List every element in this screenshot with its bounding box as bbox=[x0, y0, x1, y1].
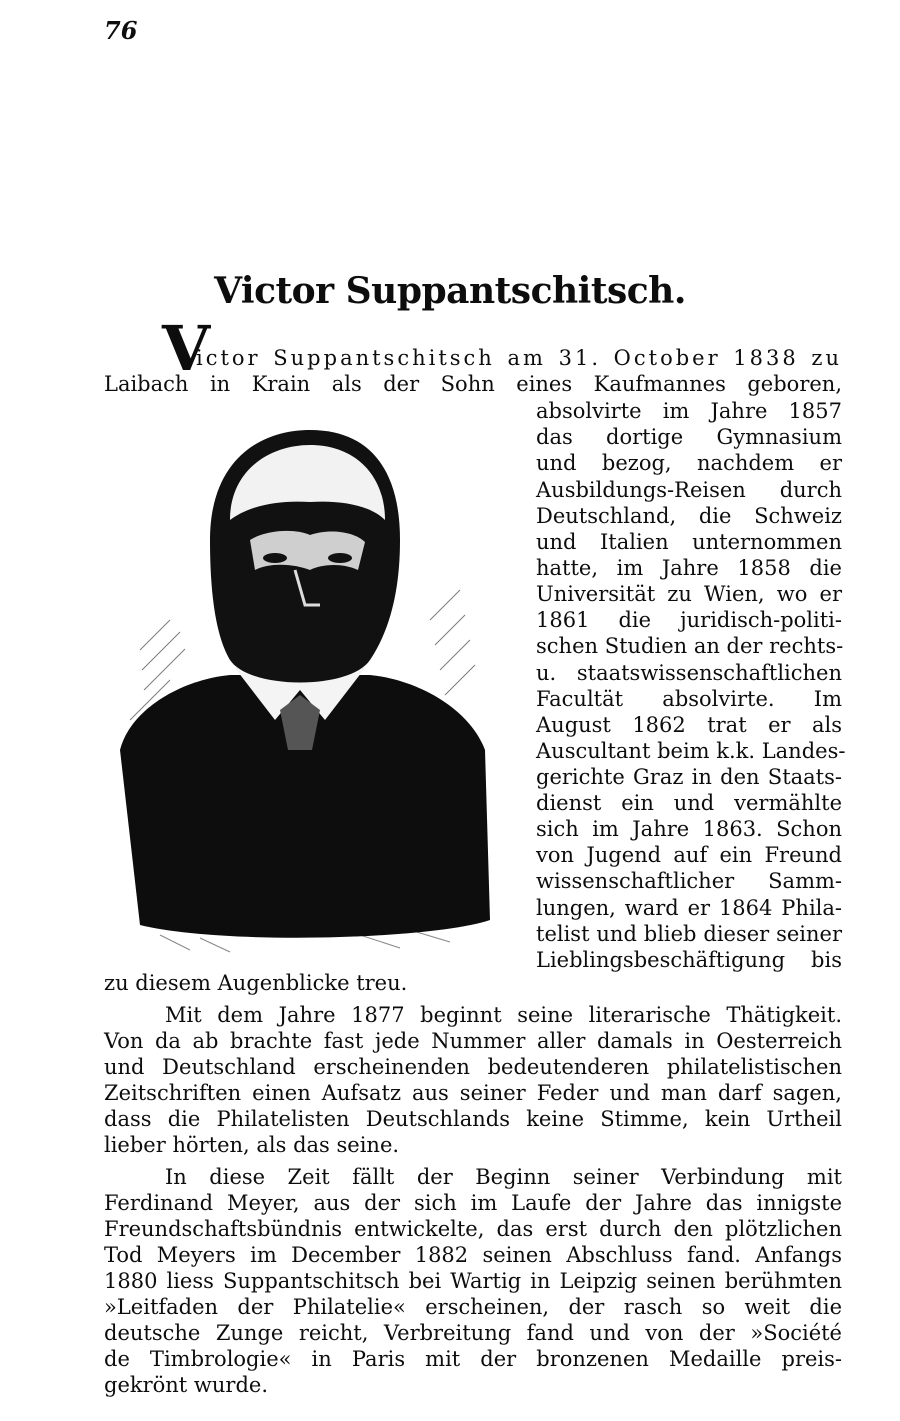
text-line: dienst ein und vermählte bbox=[536, 791, 842, 815]
text-line: Von da ab brachte fast jede Nummer aller damals in Oesterreich bbox=[104, 1029, 842, 1053]
text-line: sich im Jahre 1863. Schon bbox=[536, 817, 842, 841]
page-number: 76 bbox=[104, 16, 138, 45]
text-line: 1880 liess Suppantschitsch bei Wartig in Leipzig seinen berühmten bbox=[104, 1269, 842, 1293]
text-line: Deutschland, die Schweiz bbox=[536, 504, 842, 528]
text-line: telist und blieb dieser seiner bbox=[536, 922, 842, 946]
text-line: Ausbildungs-Reisen durch bbox=[536, 478, 842, 502]
text-line: und bezog, nachdem er bbox=[536, 451, 842, 475]
text-line: gerichte Graz in den Staats- bbox=[536, 765, 842, 789]
text-line: Ferdinand Meyer, aus der sich im Laufe der Jahre das innigste bbox=[104, 1191, 842, 1215]
text-line: absolvirte im Jahre 1857 bbox=[536, 399, 842, 423]
portrait-illustration bbox=[100, 420, 500, 955]
text-line: Zeitschriften einen Aufsatz aus seiner Feder und man darf sagen, bbox=[104, 1081, 842, 1105]
text-line: lungen, ward er 1864 Phila- bbox=[536, 896, 842, 920]
text-line: Universität zu Wien, wo er bbox=[536, 582, 842, 606]
text-line: u. staatswissenschaftlichen bbox=[536, 661, 842, 685]
text-line: lieber hörten, als das seine. bbox=[104, 1133, 400, 1157]
text-line: Lieblingsbeschäftigung bis bbox=[536, 948, 842, 972]
text-line: das dortige Gymnasium bbox=[536, 425, 842, 449]
text-line: Laibach in Krain als der Sohn eines Kaufmannes geboren, bbox=[104, 372, 842, 396]
text-line: von Jugend auf ein Freund bbox=[536, 843, 842, 867]
text-line: 1861 die juridisch-politi- bbox=[536, 608, 842, 632]
text-line: Auscultant beim k.k. Landes- bbox=[536, 739, 846, 763]
text-line: Freundschaftsbündnis entwickelte, das erst durch den plötzlichen bbox=[104, 1217, 842, 1241]
text-line: »Leitfaden der Philatelie« erscheinen, der rasch so weit die bbox=[104, 1295, 842, 1319]
text-line: gekrönt wurde. bbox=[104, 1373, 269, 1397]
text-line: In diese Zeit fällt der Beginn seiner Verbindung mit bbox=[165, 1165, 842, 1189]
text-line: hatte, im Jahre 1858 die bbox=[536, 556, 842, 580]
text-line: dass die Philatelisten Deutschlands keine Stimme, kein Urtheil bbox=[104, 1107, 842, 1131]
text-line: und Deutschland erscheinenden bedeutenderen philatelistischen bbox=[104, 1055, 842, 1079]
text-line: Facultät absolvirte. Im bbox=[536, 687, 842, 711]
text-line: de Timbrologie« in Paris mit der bronzenen Medaille preis- bbox=[104, 1347, 842, 1371]
text-line: Mit dem Jahre 1877 beginnt seine literarische Thätigkeit. bbox=[165, 1003, 842, 1027]
text-line: schen Studien an der rechts- bbox=[536, 634, 844, 658]
page-title: Victor Suppantschitsch. bbox=[214, 270, 686, 312]
drop-cap: V bbox=[162, 312, 211, 385]
text-line: zu diesem Augenblicke treu. bbox=[104, 971, 408, 995]
text-line: deutsche Zunge reicht, Verbreitung fand und von der »Société bbox=[104, 1321, 842, 1345]
text-line: Tod Meyers im December 1882 seinen Abschluss fand. Anfangs bbox=[104, 1243, 842, 1267]
text-line: wissenschaftlicher Samm- bbox=[536, 869, 842, 893]
text-line: August 1862 trat er als bbox=[536, 713, 842, 737]
text-line: ictor Suppantschitsch am 31. October 1838 zu bbox=[196, 346, 842, 370]
text-line: und Italien unternommen bbox=[536, 530, 842, 554]
